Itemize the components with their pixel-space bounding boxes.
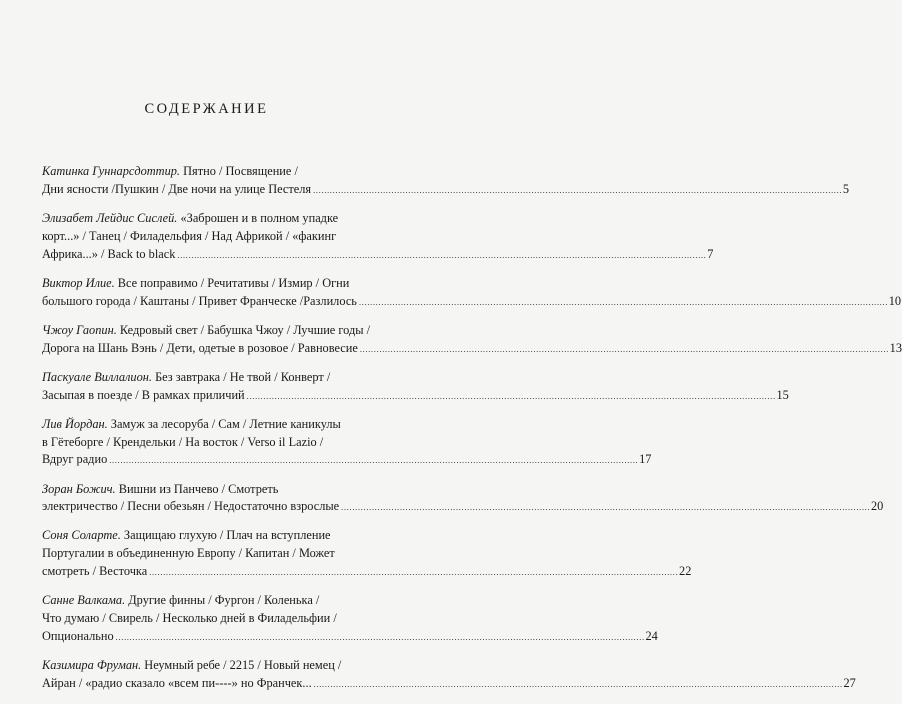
toc-entry bbox=[42, 275, 902, 312]
toc-line-text bbox=[42, 528, 331, 542]
toc-line-text bbox=[42, 546, 335, 560]
page-title: СОДЕРЖАНИЕ bbox=[144, 101, 269, 117]
toc-line bbox=[42, 563, 692, 582]
toc-line bbox=[42, 498, 884, 517]
toc-titles: Дорога на Шань Вэнь / Дети, одетые в розовое / Равновесие bbox=[42, 340, 358, 355]
toc-titles: Кедровый свет / Бабушка Чжоу / Лучшие годы / bbox=[119, 322, 371, 337]
toc-line bbox=[42, 163, 376, 181]
toc-author: Элизабет Лейдис Сислей. bbox=[42, 210, 178, 225]
toc-author: Чжоу Гаопин. bbox=[42, 322, 117, 337]
toc-line-text bbox=[42, 387, 245, 405]
toc-titles: Неумный ребе / 2215 / Новый немец / bbox=[144, 658, 342, 673]
toc-leader-dots bbox=[313, 181, 841, 200]
toc-titles: «Заброшен и в полном упадке bbox=[180, 210, 339, 225]
toc-page-number: 13 bbox=[889, 340, 902, 355]
toc-page-number: 24 bbox=[645, 628, 658, 643]
toc-line-text bbox=[42, 611, 337, 625]
toc-author: Зоран Божич. bbox=[42, 481, 116, 496]
toc-line bbox=[42, 610, 376, 628]
toc-line bbox=[42, 210, 376, 228]
toc-author: Соня Соларте. bbox=[42, 528, 121, 543]
toc-line-text bbox=[42, 417, 341, 431]
toc-leader-dots bbox=[116, 628, 644, 647]
toc-line-text bbox=[42, 276, 349, 290]
toc-line-text bbox=[42, 435, 323, 449]
toc-author: Катинка Гуннарсдоттир. bbox=[42, 164, 181, 178]
toc-line bbox=[42, 293, 902, 312]
toc-entry bbox=[42, 322, 902, 359]
toc-page-number: 7 bbox=[707, 246, 714, 261]
toc-author: Лив Йордан. bbox=[42, 416, 108, 431]
toc-line bbox=[42, 246, 714, 265]
toc-leader-dots bbox=[247, 387, 775, 406]
toc-author: Санне Валкама. bbox=[42, 593, 126, 608]
toc-titles: корт...» / Танец / Филадельфия / Над Африкой / «факинг bbox=[42, 228, 337, 243]
toc-titles: Айран / «радио сказало «всем пи----» но Франчек... bbox=[42, 675, 312, 690]
toc-line bbox=[42, 387, 789, 406]
toc-leader-dots bbox=[359, 293, 887, 312]
toc-leader-dots bbox=[177, 246, 705, 265]
toc-titles: Засыпая в поезде / В рамках приличий bbox=[42, 387, 245, 402]
toc-titles: Дни ясности /Пушкин / Две ночи на улице Пестеля bbox=[42, 181, 312, 196]
toc-titles: Опционально bbox=[42, 628, 114, 643]
toc-leader-dots bbox=[360, 340, 888, 359]
toc-line-text bbox=[42, 164, 298, 178]
toc-line bbox=[42, 275, 376, 293]
toc-line bbox=[42, 416, 376, 434]
toc-page-number: 15 bbox=[776, 387, 789, 402]
toc-line-text bbox=[42, 370, 330, 384]
toc-line-text bbox=[42, 211, 338, 225]
toc-entry bbox=[42, 592, 658, 646]
toc-titles: Вишни из Панчево / Смотреть bbox=[118, 481, 279, 496]
toc-line-text bbox=[42, 482, 278, 496]
toc-page-number: 10 bbox=[888, 293, 902, 308]
toc-line-text bbox=[42, 658, 341, 672]
toc-titles: в Гётеборге / Крендельки / На восток / Verso il Lazio / bbox=[42, 434, 324, 449]
toc-author: Виктор Илие. bbox=[42, 275, 115, 290]
toc-page-number: 20 bbox=[870, 499, 884, 514]
toc-page-number: 22 bbox=[679, 564, 692, 579]
toc-author: Паскуале Виллалион. bbox=[42, 369, 152, 384]
toc-line-text bbox=[42, 563, 147, 581]
toc-titles: Другие финны / Фургон / Коленька / bbox=[128, 593, 320, 608]
toc-titles: Португалии в объединенную Европу / Капитан / Может bbox=[42, 546, 335, 561]
toc-page-number: 5 bbox=[842, 181, 850, 196]
toc-entry bbox=[42, 369, 789, 406]
toc-titles: Защищаю глухую / Плач на вступление bbox=[123, 528, 331, 543]
toc-line-text bbox=[42, 628, 114, 646]
toc-entry bbox=[42, 210, 714, 264]
toc-page-number: 27 bbox=[843, 675, 856, 690]
toc-titles: Замуж за лесоруба / Сам / Летние каникулы bbox=[110, 416, 341, 431]
toc-line-text bbox=[42, 498, 339, 516]
toc-line bbox=[42, 340, 902, 359]
toc-line bbox=[42, 322, 376, 340]
toc-line-text bbox=[42, 451, 107, 469]
toc-line bbox=[42, 451, 652, 470]
toc-line bbox=[42, 434, 376, 452]
toc-line-text bbox=[42, 246, 175, 264]
toc-entry bbox=[42, 657, 856, 694]
toc-line bbox=[42, 628, 658, 647]
toc-line-text bbox=[42, 593, 319, 607]
toc-entry bbox=[42, 481, 884, 518]
toc-line-text bbox=[42, 293, 357, 311]
toc-line bbox=[42, 228, 376, 246]
toc-titles: Пятно / Посвящение / bbox=[183, 164, 298, 178]
toc-page-number: 17 bbox=[639, 452, 652, 467]
toc-entry bbox=[42, 416, 652, 470]
toc-titles: Африка...» / Back to black bbox=[42, 246, 176, 261]
toc-line-text bbox=[42, 229, 336, 243]
toc-entry bbox=[42, 527, 692, 581]
toc-titles: Что думаю / Свирель / Несколько дней в Филадельфии / bbox=[42, 611, 337, 626]
toc-line-text bbox=[42, 675, 312, 693]
toc-line bbox=[42, 527, 376, 545]
toc-leader-dots bbox=[341, 498, 869, 517]
toc-line bbox=[42, 181, 850, 200]
toc-line-text bbox=[42, 340, 358, 358]
toc-titles: Без завтрака / Не твой / Конверт / bbox=[155, 369, 331, 384]
toc-titles: электричество / Песни обезьян / Недостаточно взрослые bbox=[42, 499, 340, 514]
toc-leader-dots bbox=[314, 675, 842, 694]
toc-line bbox=[42, 657, 376, 675]
toc-line bbox=[42, 545, 376, 563]
toc-author: Казимира Фруман. bbox=[42, 658, 142, 673]
toc-titles: большого города / Каштаны / Привет Франческе /Разлилось bbox=[42, 293, 357, 308]
toc-leader-dots bbox=[109, 451, 637, 470]
toc-titles: Вдруг радио bbox=[42, 452, 108, 467]
toc-line-text bbox=[42, 181, 311, 199]
toc-line bbox=[42, 592, 376, 610]
toc-line bbox=[42, 369, 376, 387]
table-of-contents bbox=[42, 163, 902, 704]
toc-titles: смотреть / Весточка bbox=[42, 564, 148, 579]
toc-line bbox=[42, 481, 376, 499]
toc-line bbox=[42, 675, 856, 694]
toc-titles: Все поправимо / Речитативы / Измир / Огни bbox=[117, 275, 350, 290]
toc-entry bbox=[42, 163, 850, 200]
toc-line-text bbox=[42, 323, 370, 337]
toc-leader-dots bbox=[149, 563, 677, 582]
